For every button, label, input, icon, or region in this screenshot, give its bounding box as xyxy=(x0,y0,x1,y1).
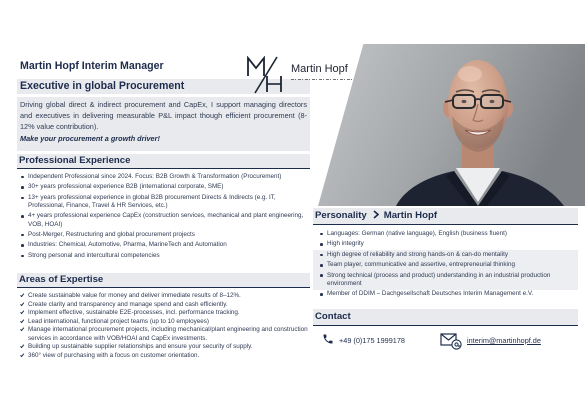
page-title: Martin Hopf Interim Manager xyxy=(20,60,164,72)
check-icon xyxy=(20,293,25,298)
expertise-item xyxy=(17,301,310,310)
personality-heading xyxy=(313,208,578,225)
check-icon xyxy=(20,327,25,332)
personality-heading-label: Personality xyxy=(315,210,367,221)
bullet-icon xyxy=(320,243,323,246)
phone-number: +49 (0)175 1999178 xyxy=(339,336,405,345)
expertise-item-text: Create clarity and transparency and manage spend and cash efficiently. xyxy=(28,300,228,308)
personality-item xyxy=(316,261,568,269)
experience-heading: Professional Experience xyxy=(17,154,310,169)
expertise-item xyxy=(17,343,310,352)
personality-item xyxy=(316,290,568,298)
personality-item-text: Member of DDIM – Dachgesellschaft Deutsches Interim Management e.V. xyxy=(327,290,534,298)
personality-item xyxy=(316,272,568,288)
experience-item xyxy=(17,241,310,249)
check-icon xyxy=(20,344,25,349)
check-icon xyxy=(20,319,25,324)
expertise-item-text: Lead international, functional project teams (up to 10 employees) xyxy=(28,317,209,325)
expertise-item-text: Implement effective, sustainable E2E-processes, incl. performance tracking. xyxy=(28,309,240,316)
expertise-item xyxy=(17,309,310,318)
portrait-image xyxy=(318,44,585,206)
personality-item xyxy=(316,240,568,248)
experience-item-text: Industries: Chemical, Automotive, Pharma, MarineTech and Automation xyxy=(28,241,227,249)
expertise-item-text: Create sustainable value for money and deliver immediate results of 8–12%. xyxy=(28,292,241,299)
expertise-item xyxy=(17,352,310,361)
phone-icon xyxy=(322,333,334,345)
experience-item-text: 30+ years professional experience B2B (international corporate, SME) xyxy=(28,183,224,191)
expertise-item-text: 360° view of purchasing with a focus on customer orientation. xyxy=(28,351,200,359)
email-link[interactable]: interim@martinhopf.de xyxy=(467,336,541,345)
bullet-icon xyxy=(320,264,323,267)
check-icon xyxy=(20,353,25,358)
experience-item-text: 13+ years professional experience in global B2B procurement Directs & Indirects (e.g. IT, Professional, Finance, Travel & HR Services, etc.) xyxy=(28,193,276,209)
subtitle-band: Executive in global Procurement xyxy=(17,79,310,94)
experience-item-text: Strong personal and intercultural competencies xyxy=(28,251,160,259)
portrait-photo xyxy=(318,44,585,206)
expertise-list xyxy=(17,292,310,360)
experience-item xyxy=(17,231,310,239)
personality-item-text: High degree of reliability and strong hands-on & can-do mentality xyxy=(327,250,508,258)
personality-item-text: Languages: German (native language), English (business fluent) xyxy=(327,230,507,237)
experience-item-text: 4+ years professional experience CapEx (construction services, mechanical and plant engineering, VOB, HOAI) xyxy=(28,212,304,228)
experience-list xyxy=(17,173,310,262)
check-icon xyxy=(20,302,25,307)
bullet-icon xyxy=(21,197,24,200)
intro-slogan: Make your procurement a growth driver! xyxy=(20,134,160,144)
experience-item xyxy=(17,183,310,191)
personality-item-text: High integrity xyxy=(327,240,364,248)
expertise-item xyxy=(17,326,310,343)
logo-name: Martin Hopf xyxy=(291,63,348,75)
email-icon xyxy=(440,333,462,350)
bullet-icon xyxy=(320,254,323,257)
personality-item-text: Team player, communicative and assertive, entrepreneurial thinking xyxy=(327,261,515,269)
check-icon xyxy=(20,310,25,315)
expertise-item xyxy=(17,292,310,301)
personality-item xyxy=(316,230,568,238)
head-highlight xyxy=(458,66,482,82)
expertise-item-text: Building up sustainable supplier relationships and ensure your security of supply. xyxy=(28,343,253,350)
bullet-icon xyxy=(320,293,323,296)
bullet-icon xyxy=(21,186,24,189)
chevron-right-icon xyxy=(373,210,379,219)
experience-item xyxy=(17,252,310,260)
expertise-item-text: Manage international procurement projects, including mechanical/plant engineering and construction services in accordance with VOB/HOAI and CapEx investments. xyxy=(28,326,308,342)
bullet-icon xyxy=(320,274,323,277)
experience-item-text: Independent Professional since 2024. Focus: B2B Growth & Transformation (Procurement) xyxy=(28,173,282,180)
experience-item-text: Post-Merger, Restructuring and global procurement projects xyxy=(28,230,195,238)
personality-list xyxy=(316,230,568,301)
intro-box xyxy=(17,97,310,151)
bullet-icon xyxy=(21,215,24,218)
experience-item xyxy=(17,212,310,228)
bullet-icon xyxy=(320,233,323,236)
bullet-icon xyxy=(21,255,24,258)
contact-heading: Contact xyxy=(313,309,578,326)
logo-monogram xyxy=(246,56,284,94)
experience-item xyxy=(17,194,310,210)
bullet-icon xyxy=(21,234,24,237)
bullet-icon xyxy=(21,244,24,247)
personality-item-text: Strong technical (process and product) understanding in an industrial production environment xyxy=(327,271,551,287)
personality-heading-name: Martin Hopf xyxy=(383,210,438,221)
personality-item xyxy=(316,251,568,259)
expertise-heading: Areas of Expertise xyxy=(17,273,310,288)
bullet-icon xyxy=(21,176,24,179)
expertise-item xyxy=(17,318,310,327)
logo-tagline xyxy=(291,79,359,80)
experience-item xyxy=(17,173,310,181)
intro-text: Driving global direct & indirect procurement and CapEx, I support managing directors and executives in delivering measurable P&L impact though efficient procurement (8-12% value contribution). xyxy=(20,100,307,131)
